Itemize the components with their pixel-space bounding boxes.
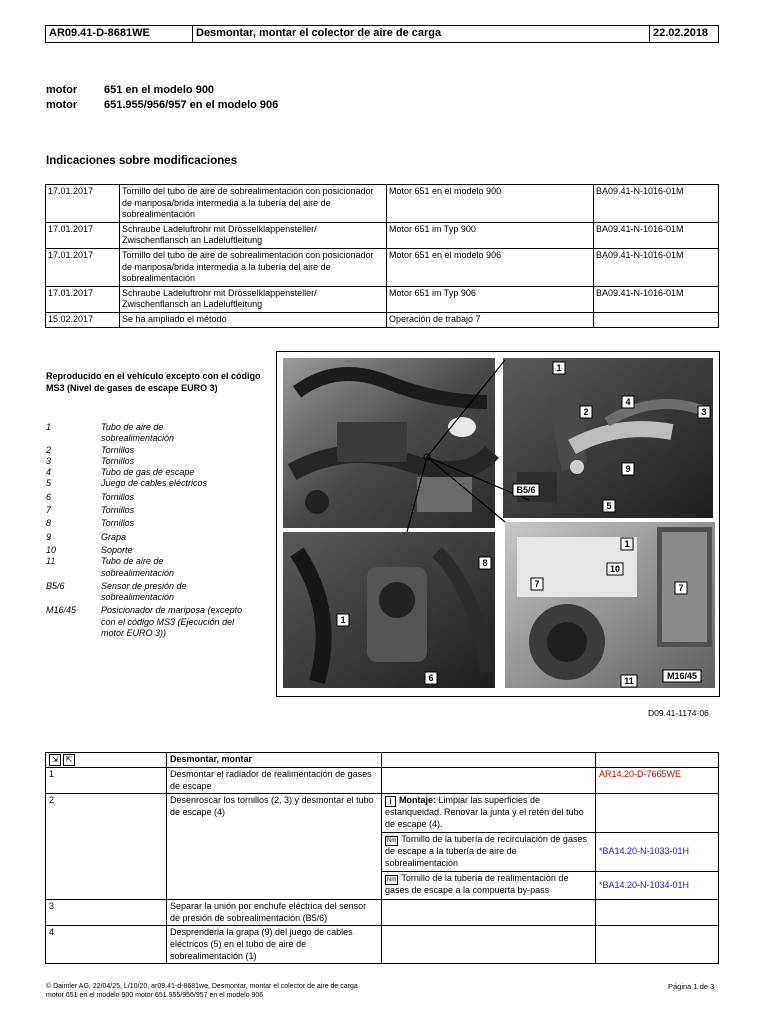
changes-table [45, 184, 719, 328]
callout-label [607, 563, 623, 575]
table-row: 17.01.2017 Tornillo del tubo de aire de sobrealimentación con posicionador de mariposa/brida intermedia a la tubería del aire de sobrealimentación Motor 651 en el modelo 906 BA09.41-N-1016-01M [46, 248, 719, 286]
doc-date: 22.02.2018 [650, 26, 719, 43]
info-icon: i [385, 796, 396, 807]
table-row: 1 Desmontar el radiador de realimentación de gases de escape AR14.20-D-7665WE [46, 768, 719, 794]
svg-text:9: 9 [625, 464, 631, 474]
table-row: 4 Desprenderla la grapa (9) del juego de cables eléctricos (5) en el tubo de aire de sobrealimentación (1) [46, 926, 719, 964]
callout-label [531, 578, 543, 590]
svg-text:3: 3 [701, 407, 707, 417]
footer: © Daimler AG, 22/04/25, L/10/20, ar09.41-d-8681we, Desmontar, montar el colector de aire de carga motor 651 en el modelo 900 motor 651.955/956/957 en el modelo 906 [46, 983, 358, 999]
svg-text:1: 1 [624, 539, 630, 549]
doc-code: AR09.41-D-8681WE [46, 26, 193, 43]
callout-label [621, 538, 633, 550]
list-item: 8 Tornillos [46, 518, 135, 529]
figure-caption: D09.41-1174-06 [648, 708, 709, 718]
list-item: 2 Tornillos [46, 444, 135, 455]
callout-label [622, 463, 634, 475]
svg-text:7: 7 [678, 583, 684, 593]
engine-photo-collage [277, 352, 719, 696]
svg-text:10: 10 [609, 564, 621, 574]
list-item: 3 Tornillos [46, 455, 135, 466]
table-row: 3 Separar la unión por enchufe eléctrica del sensor de presión de sobrealimentación (B5/6) [46, 900, 719, 926]
list-item: 9 Grapa [46, 531, 127, 542]
list-item: 5 Juego de cables eléctricos [46, 478, 208, 489]
table-row: 17.01.2017 Schraube Ladeluftrohr mit Drosselklappensteller/ Zwischenflansch an Ladeluftleitung Motor 651 im Typ 900 BA09.41-N-1016-01M [46, 222, 719, 248]
callout-label [675, 582, 687, 594]
list-item: 7 Tornillos [46, 505, 135, 516]
remove-icon: ⇲ [49, 754, 61, 766]
engine-photo-figure [276, 351, 720, 697]
engine-line: motor 651 en el modelo 900 [46, 84, 215, 96]
table-row: 17.01.2017 Schraube Ladeluftrohr mit Drosselklappensteller/ Zwischenflansch an Ladeluftleitung Motor 651 im Typ 906 BA09.41-N-1016-01M [46, 286, 719, 312]
callout-label [663, 670, 701, 682]
list-item: M16/45 Posicionador de mariposa (excepto con el código MS3 (Ejecución del motor EURO 3)) [46, 605, 243, 639]
svg-text:1: 1 [556, 363, 562, 373]
table-row: 2 Desenroscar los tornillos (2, 3) y desmontar el tubo de escape (4) i Montaje: Limpiar las superficies de estanqueidad. Renovar la junta y el retén del tubo de escape (4). Nm Tornillo de la tubería de recirculación de gases de escape a la tubería de aire de sobrealimentación Nm Tornillo de la tubería de realimentación de gases de escape a la compuerta by-pass *BA14.20-N-1033-01H *BA14.20-N-1034-01H [46, 794, 719, 900]
torque-icon: Nm [387, 877, 397, 884]
torque-icon: Nm [387, 838, 397, 845]
table-row: 15.02.2017 Se ha ampliado el método Operación de trabajo 7 [46, 312, 719, 327]
photo-overview [283, 358, 495, 528]
callout-label [337, 614, 349, 626]
svg-text:1: 1 [340, 615, 346, 625]
callout-label [580, 406, 592, 418]
callout-label [622, 396, 634, 408]
svg-text:M16/45: M16/45 [666, 671, 698, 681]
photo-throttle-actuator [505, 522, 715, 688]
legend-title: Reproducido en el vehículo excepto con el código MS3 (Nivel de gases de escape EURO 3) [46, 371, 261, 393]
callout-label [425, 672, 437, 684]
list-item: 4 Tubo de gas de escape [46, 467, 195, 478]
doc-title: Desmontar, montar el colector de aire de carga [193, 26, 650, 43]
engine-line: motor 651.955/956/957 en el modelo 906 [46, 99, 279, 111]
procedure-heading: Desmontar, montar [167, 753, 382, 768]
page-number: Página 1 de 3 [668, 982, 715, 991]
svg-text:5: 5 [606, 501, 612, 511]
callout-label [479, 557, 491, 569]
changes-title: Indicaciones sobre modificaciones [46, 155, 238, 167]
svg-text:4: 4 [625, 397, 631, 407]
callout-label [553, 362, 565, 374]
list-item: 10 Soporte [46, 544, 133, 555]
callout-label [698, 406, 710, 418]
torque-reference-link[interactable]: *BA14.20-N-1034-01H [599, 879, 690, 890]
photo-detail-bottom-left [283, 532, 495, 688]
list-item: 11 Tubo de aire de sobrealimentación [46, 556, 175, 578]
callout-label [621, 675, 637, 687]
install-icon: ⇱ [63, 754, 75, 766]
svg-text:6: 6 [428, 673, 434, 683]
callout-label [603, 500, 615, 512]
list-item: B5/6 Sensor de presión de sobrealimentación [46, 580, 187, 603]
list-item: 1 Tubo de aire de sobrealimentación [46, 422, 175, 444]
list-item: 6 Tornillos [46, 491, 135, 502]
svg-text:11: 11 [624, 676, 634, 686]
torque-reference-link[interactable]: *BA14.20-N-1033-01H [599, 846, 690, 857]
table-header-row [46, 753, 719, 768]
callout-label [513, 484, 539, 496]
svg-text:8: 8 [482, 558, 488, 568]
svg-text:2: 2 [583, 407, 589, 417]
reference-link[interactable]: AR14.20-D-7665WE [599, 769, 682, 779]
table-row: 17.01.2017 Tornillo del tubo de aire de sobrealimentación con posicionador de mariposa/brida intermedia a la tubería del aire de sobrealimentación Motor 651 en el modelo 900 BA09.41-N-1016-01M [46, 185, 719, 223]
document-header [45, 25, 719, 43]
svg-text:7: 7 [534, 579, 540, 589]
legend-list [46, 422, 261, 639]
procedure-table [45, 752, 719, 964]
svg-text:B5/6: B5/6 [516, 485, 536, 495]
